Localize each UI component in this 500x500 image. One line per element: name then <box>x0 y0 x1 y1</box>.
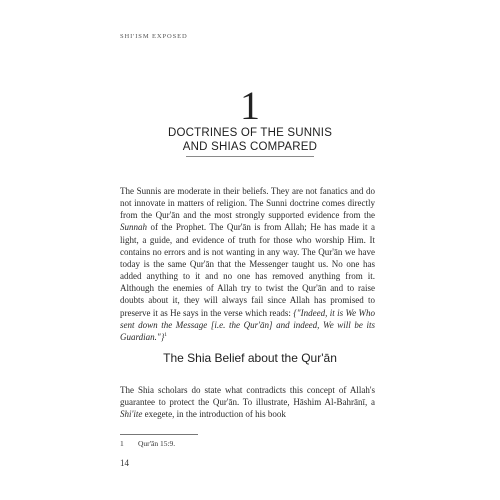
paragraph-1-text-a: The Sunnis are moderate in their beliefs. They are not fanatics and do not innovate in matters of religion. The Sunni doctrine comes directly from the Qur'ān and the most strongly supported evidence from the <box>120 186 375 221</box>
title-divider <box>186 156 314 157</box>
chapter-title-line-2: AND SHIAS COMPARED <box>182 141 318 153</box>
page-number: 14 <box>120 458 129 468</box>
footnote-divider <box>120 434 198 435</box>
sunnah-term: Sunnah <box>120 222 147 233</box>
footnote-text: Qur'ān 15:9. <box>138 439 176 448</box>
body-paragraph-2 <box>120 384 375 420</box>
footnote <box>120 439 175 448</box>
chapter-title <box>0 126 500 154</box>
shiite-term: Shi'ite <box>120 409 143 420</box>
footnote-number: 1 <box>120 439 124 448</box>
footnote-reference[interactable]: 1 <box>164 331 168 338</box>
running-header: SHI'ISM EXPOSED <box>120 33 188 40</box>
paragraph-2-text-a: The Shia scholars do state what contradicts this concept of Allah's guarantee to protect the Qur'ān. To illustrate, Hāshim Al-Bahrānī, a <box>120 385 375 408</box>
body-paragraph-1 <box>120 185 375 343</box>
section-heading: The Shia Belief about the Qur'ān <box>163 351 337 365</box>
chapter-number: 1 <box>240 83 260 128</box>
paragraph-1-text-b: of the Prophet. The Qur'ān is from Allah; He has made it a light, a guide, and evidence of truth for those who worship Him. It contains no errors and is not wanting in any way. The Qur'ān we have today is the same Qur'ān that the Messenger taught us. No one has added anything to it and no one has removed anything from it. Although the enemies of Allah try to twist the Qur'ān and to raise doubts about it, they will always fail since Allah has promised to preserve it as He says in the verse which reads: <box>120 222 375 318</box>
quran-verse: {"Indeed, it is We Who sent down the Message [i.e. the Qur'ān] and indeed, We will be its Guardian."} <box>120 307 375 342</box>
chapter-title-line-1: DOCTRINES OF THE SUNNIS <box>167 127 333 139</box>
paragraph-2-text-b: exegete, in the introduction of his book <box>142 409 286 420</box>
